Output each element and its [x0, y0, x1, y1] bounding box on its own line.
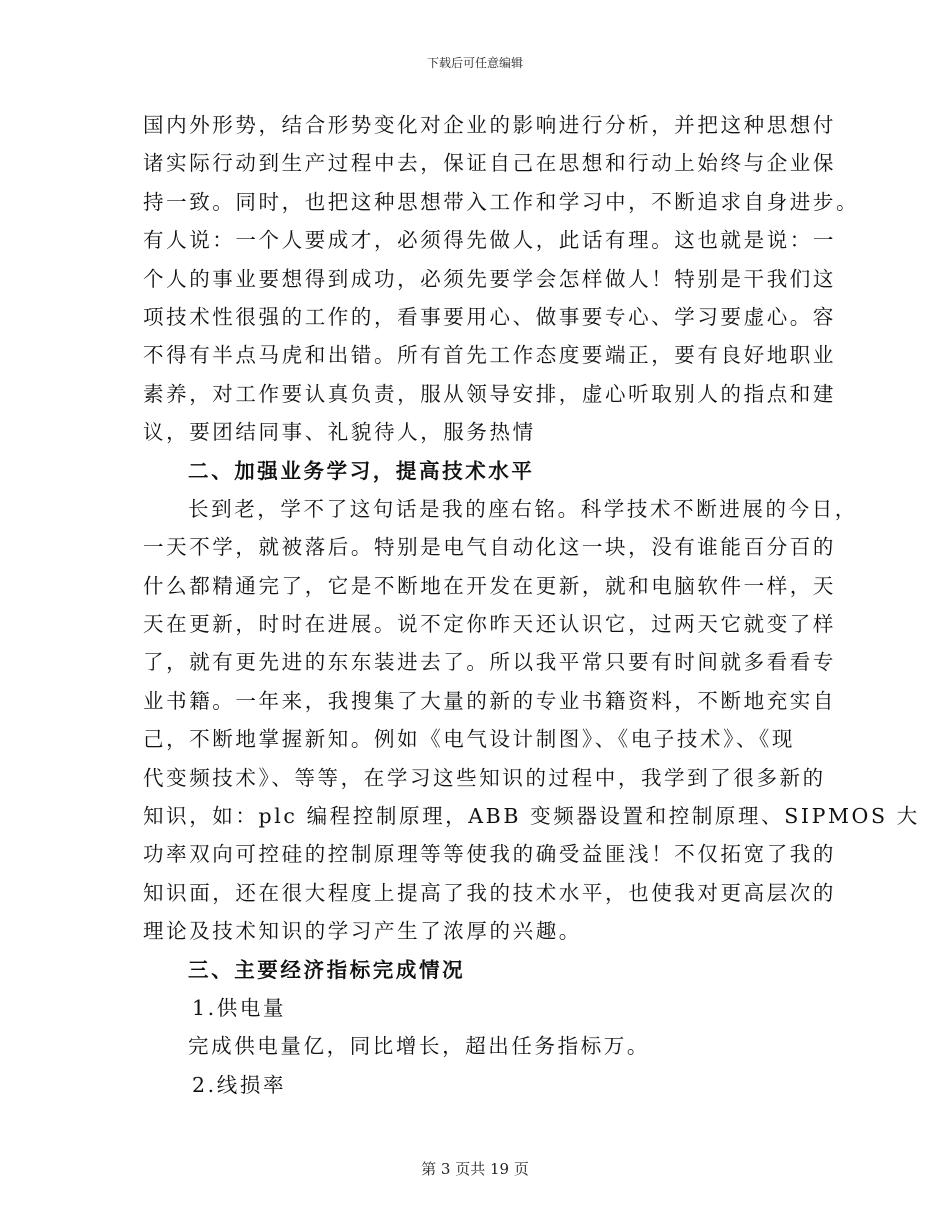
text-line: 长到老，学不了这句话是我的座右铭。科学技术不断进展的今日， [188, 496, 858, 521]
text-line: 天在更新，时时在进展。说不定你昨天还认识它，过两天它就变了样 [143, 612, 836, 637]
section-heading: 二、加强业务学习，提高技术水平 [188, 458, 535, 483]
text-line: 理论及技术知识的学习产生了浓厚的兴趣。 [143, 919, 582, 944]
text-line: 1.供电量 [192, 995, 287, 1020]
text-line: 不得有半点马虎和出错。所有首先工作态度要端正，要有良好地职业 [143, 343, 836, 368]
text-line: 了，就有更先进的东东装进去了。所以我平常只要有时间就多看看专 [143, 650, 836, 675]
text-line: 项技术性很强的工作的，看事要用心、做事要专心、学习要虚心。容 [143, 304, 836, 329]
text-line: 业书籍。一年来，我搜集了大量的新的专业书籍资料，不断地充实自 [143, 688, 836, 713]
text-line: 国内外形势，结合形势变化对企业的影响进行分析，并把这种思想付 [143, 113, 836, 137]
text-line: 完成供电量亿，同比增长，超出任务指标万。 [188, 1034, 650, 1059]
text-line: 诸实际行动到生产过程中去，保证自己在思想和行动上始终与企业保 [143, 151, 836, 176]
text-line: 个人的事业要想得到成功，必须先要学会怎样做人！特别是干我们这 [143, 266, 836, 291]
document-body [143, 106, 920, 1104]
page-header: 下载后可任意编辑 [426, 56, 523, 70]
text-line: 己，不断地掌握新知。例如《电气设计制图》、《电子技术》、《现 [143, 727, 795, 752]
text-line: 一天不学，就被落后。特别是电气自动化这一块，没有谁能百分百的 [143, 535, 836, 560]
text-line: 有人说：一个人要成才，必须得先做人，此话有理。这也就是说：一 [143, 228, 836, 253]
section-heading: 三、主要经济指标完成情况 [188, 957, 466, 982]
text-line: 素养，对工作要认真负责，服从领导安排，虚心听取别人的指点和建 [143, 381, 836, 406]
page-footer: 第 3 页共 19 页 [421, 1160, 529, 1178]
text-line: 议，要团结同事、礼貌待人，服务热情 [143, 420, 536, 445]
text-line: 持一致。同时，也把这种思想带入工作和学习中，不断追求自身进步。 [143, 189, 860, 214]
text-line: 知识，如：plc 编程控制原理，ABB 变频器设置和控制原理、SIPMOS 大 [143, 804, 920, 829]
text-line: 功率双向可控硅的控制原理等等使我的确受益匪浅！不仅拓宽了我的 [143, 842, 836, 867]
text-line: 2.线损率 [192, 1072, 287, 1097]
text-line: 知识面，还在很大程度上提高了我的技术水平，也使我对更高层次的 [143, 880, 836, 905]
text-line: 什么都精通完了，它是不断地在开发在更新，就和电脑软件一样，天 [143, 573, 836, 598]
text-line: 代变频技术》、等等，在学习这些知识的过程中，我学到了很多新的 [143, 765, 826, 790]
